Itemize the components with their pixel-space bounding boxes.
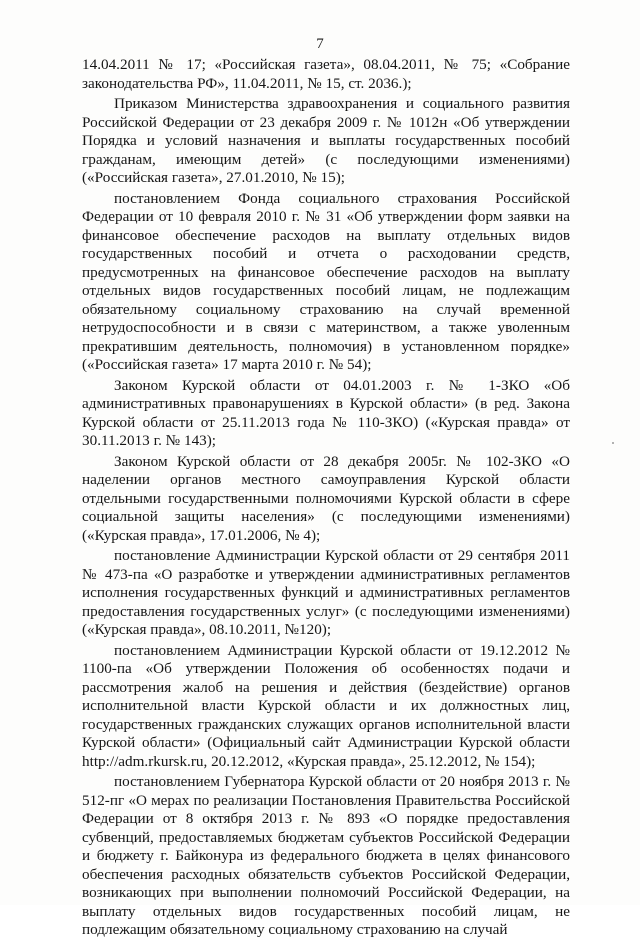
paragraph-fss-resolution: постановлением Фонда социального страхования Российской Федерации от 10 февраля 2010 г. № 31 «Об утверждении форм заявки на финансовое обеспечение расходов на выплату отдельных видов государственных пособий и отчета о расходовании средств, предусмотренных на финансовое обеспечение расходов на выплату отдельных видов государственных пособий лицам, не подлежащим обязательному социальному страхованию на случай временной нетрудоспособности и в связи с материнством, а также уволенным прекратившим деятельность, полномочия) в установленном порядке» («Российская газета» 17 марта 2010 г. № 54); (82, 189, 570, 373)
paragraph-law-102-zko: Законом Курской области от 28 декабря 2005г. № 102-ЗКО «О наделении органов местного самоуправления Курской области отдельными государственными полномочиями Курской области в сфере социальной защиты населения» (с последующими изменениями) («Курская правда», 17.01.2006, № 4); (82, 452, 570, 544)
page-number: 7 (316, 36, 324, 52)
paragraph-resolution-1100-pa: постановлением Администрации Курской области от 19.12.2012 № 1100-па «Об утверждении Положения об особенностях подачи и рассмотрения жалоб на решения и действия (бездействие) органов исполнительной власти Курской области и их должностных лиц, государственных гражданских служащих органов исполнительной власти Курской области» (Официальный сайт Администрации Курской области http://adm.rkursk.ru, 20.12.2012, «Курская правда», 25.12.2012, № 154); (82, 641, 570, 770)
paragraph-resolution-473-pa: постановление Администрации Курской области от 29 сентября 2011 № 473-па «О разработке и утверждении административных регламентов исполнения государственных функций и административных регламентов предоставления государственных услуг» (с последующими изменениями) («Курская правда», 08.10.2011, №120); (82, 547, 570, 638)
paragraph-resolution-512-pg: постановлением Губернатора Курской области от 20 ноября 2013 г. № 512-пг «О мерах по реализации Постановления Правительства Российской Федерации от 8 октября 2013 г. № 893 «О порядке предоставления субвенций, предоставляемых бюджетам субъектов Российской Федерации и бюджету г. Байконура из федерального бюджета в целях финансового обеспечения расходных обязательств субъектов Российской Федерации, возникающих при выполнении полномочий Российской Федерации, на выплату отдельных видов государственных пособий лицам, не подлежащим обязательному социальному страхованию на случай (82, 773, 570, 938)
document-body (82, 56, 570, 942)
scan-artifact-dot (612, 442, 614, 444)
paragraph-order-minzdrav: Приказом Министерства здравоохранения и социального развития Российской Федерации от 23 декабря 2009 г. № 1012н «Об утверждении Порядка и условий назначения и выплаты государственных пособий гражданам, имеющим детей» (с последующими изменениями) («Российская газета», 27.01.2010, № 15); (82, 95, 570, 186)
paragraph-law-1-zko: Законом Курской области от 04.01.2003 г. № 1-ЗКО «Об административных правонарушениях в Курской области» (в ред. Закона Курской области от 25.11.2013 года № 110-ЗКО) («Курская правда» от 30.11.2013 г. № 143); (82, 376, 570, 449)
paragraph-continuation: 14.04.2011 № 17; «Российская газета», 08.04.2011, № 75; «Собрание законодательства РФ», 11.04.2011, № 15, ст. 2036.); (82, 56, 570, 92)
